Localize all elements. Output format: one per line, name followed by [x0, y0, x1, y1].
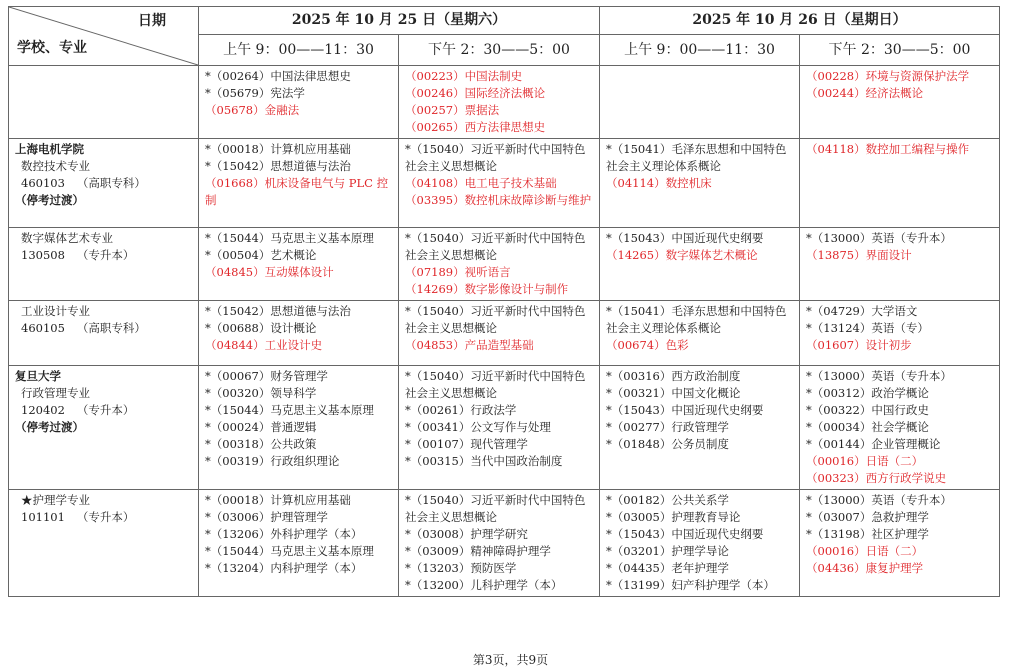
required-course: *（00320）领导科学 — [205, 386, 317, 400]
session-cell — [800, 301, 1000, 366]
school-name: 复旦大学 — [15, 369, 61, 383]
required-course: *（03007）急救护理学 — [806, 510, 929, 524]
required-course: *（00024）普通逻辑 — [205, 420, 317, 434]
elective-course: （01668）机床设备电气与 PLC 控制 — [205, 176, 389, 207]
major-code — [15, 402, 192, 419]
session-cell — [800, 139, 1000, 228]
session-cell — [199, 490, 399, 597]
required-course: *（13000）英语（专升本） — [806, 369, 952, 383]
required-course: *（15040）习近平新时代中国特色社会主义思想概论 — [405, 304, 586, 335]
schedule-row — [9, 139, 1000, 228]
elective-course: （04853）产品造型基础 — [405, 338, 534, 352]
major-code-value: 130508 — [21, 248, 65, 262]
major-name: 行政管理专业 — [21, 386, 90, 400]
required-course: *（00312）政治学概论 — [806, 386, 929, 400]
major-code — [15, 175, 192, 192]
elective-course: （04114）数控机床 — [606, 176, 712, 190]
required-course: *（15040）习近平新时代中国特色社会主义思想概论 — [405, 231, 586, 262]
program-cell — [9, 228, 199, 301]
program-cell — [9, 490, 199, 597]
required-course: *（00067）财务管理学 — [205, 369, 328, 383]
schedule-row — [9, 301, 1000, 366]
exam-schedule-table — [8, 6, 1000, 597]
elective-course: （00016）日语（二） — [806, 454, 924, 468]
required-course: *（00107）现代管理学 — [405, 437, 528, 451]
major-code — [15, 320, 192, 337]
education-level: （高职专科） — [76, 321, 146, 335]
elective-course: （00228）环境与资源保护法学 — [806, 69, 970, 83]
required-course: *（15044）马克思主义基本原理 — [205, 231, 374, 245]
corner-school-label: 学校、专业 — [17, 40, 87, 56]
session-cell — [800, 66, 1000, 139]
required-course: *（15043）中国近现代史纲要 — [606, 527, 764, 541]
session-cell — [399, 66, 600, 139]
required-course: *（00018）计算机应用基础 — [205, 493, 351, 507]
elective-course: （00223）中国法制史 — [405, 69, 523, 83]
required-course: *（15041）毛泽东思想和中国特色社会主义理论体系概论 — [606, 142, 787, 173]
required-course: *（13000）英语（专升本） — [806, 231, 952, 245]
required-course: *（15041）毛泽东思想和中国特色社会主义理论体系概论 — [606, 304, 787, 335]
elective-course: （00323）西方行政学说史 — [806, 471, 947, 485]
major-code — [15, 509, 192, 526]
required-course: *（15043）中国近现代史纲要 — [606, 231, 764, 245]
education-level: （专升本） — [76, 510, 135, 524]
required-course: *（04729）大学语文 — [806, 304, 918, 318]
session-cell — [600, 490, 800, 597]
schedule-body — [9, 66, 1000, 597]
elective-course: （14265）数字媒体艺术概论 — [606, 248, 758, 262]
required-course: *（13200）儿科护理学（本） — [405, 578, 563, 592]
session-cell — [600, 66, 800, 139]
required-course: *（00261）行政法学 — [405, 403, 517, 417]
session-cell — [199, 139, 399, 228]
required-course: *（15044）马克思主义基本原理 — [205, 544, 374, 558]
required-course: *（00034）社会学概论 — [806, 420, 929, 434]
session-cell — [199, 228, 399, 301]
schedule-row — [9, 366, 1000, 490]
schedule-row — [9, 490, 1000, 597]
required-course: *（00321）中国文化概论 — [606, 386, 741, 400]
required-course: *（13203）预防医学 — [405, 561, 517, 575]
transition-note: （停考过渡） — [15, 193, 84, 207]
required-course: *（13206）外科护理学（本） — [205, 527, 363, 541]
education-level: （高职专科） — [76, 176, 146, 190]
elective-course: （04436）康复护理学 — [806, 561, 924, 575]
major-code — [15, 247, 192, 264]
elective-course: （13875）界面设计 — [806, 248, 912, 262]
slot-header-1: 上午 9：00——11：30 — [199, 35, 399, 66]
required-course: *（13204）内科护理学（本） — [205, 561, 363, 575]
session-cell — [199, 301, 399, 366]
required-course: *（15044）马克思主义基本原理 — [205, 403, 374, 417]
elective-course: （00265）西方法律思想史 — [405, 120, 546, 134]
session-cell — [600, 301, 800, 366]
required-course: *（03009）精神障碍护理学 — [405, 544, 551, 558]
required-course: *（00688）设计概论 — [205, 321, 317, 335]
session-cell — [800, 490, 1000, 597]
required-course: *（04435）老年护理学 — [606, 561, 729, 575]
session-cell — [399, 490, 600, 597]
corner-header-cell — [9, 7, 199, 66]
required-course: *（13199）妇产科护理学（本） — [606, 578, 775, 592]
required-course: *（15040）习近平新时代中国特色社会主义思想概论 — [405, 369, 586, 400]
required-course: *（13124）英语（专） — [806, 321, 929, 335]
major-name: ★护理学专业 — [21, 493, 90, 507]
required-course: *（03006）护理管理学 — [205, 510, 328, 524]
required-course: *（15042）思想道德与法治 — [205, 159, 351, 173]
required-course: *（00322）中国行政史 — [806, 403, 929, 417]
school-name: 上海电机学院 — [15, 142, 84, 156]
program-cell — [9, 301, 199, 366]
program-cell — [9, 66, 199, 139]
session-cell — [199, 366, 399, 490]
program-cell — [9, 366, 199, 490]
required-course: *（03005）护理教育导论 — [606, 510, 741, 524]
session-cell — [399, 301, 600, 366]
required-course: *（00315）当代中国政治制度 — [405, 454, 563, 468]
required-course: *（01848）公务员制度 — [606, 437, 729, 451]
required-course: *（05679）宪法学 — [205, 86, 305, 100]
required-course: *（00319）行政组织理论 — [205, 454, 340, 468]
required-course: *（00182）公共关系学 — [606, 493, 729, 507]
slot-header-3: 上午 9：00——11：30 — [600, 35, 800, 66]
elective-course: （04844）工业设计史 — [205, 338, 323, 352]
transition-note: （停考过渡） — [15, 420, 84, 434]
slot-header-4: 下午 2：30——5：00 — [800, 35, 1000, 66]
required-course: *（00264）中国法律思想史 — [205, 69, 351, 83]
elective-course: （14269）数字影像设计与制作 — [405, 282, 569, 296]
major-code-value: 460103 — [21, 176, 65, 190]
session-cell — [399, 139, 600, 228]
required-course: *（15043）中国近现代史纲要 — [606, 403, 764, 417]
elective-course: （03395）数控机床故障诊断与维护 — [405, 193, 592, 207]
corner-date-label: 日期 — [138, 13, 166, 29]
required-course: *（03008）护理学研究 — [405, 527, 528, 541]
required-course: *（15040）习近平新时代中国特色社会主义思想概论 — [405, 142, 586, 173]
elective-course: （04118）数控加工编程与操作 — [806, 142, 970, 156]
major-name: 工业设计专业 — [21, 304, 90, 318]
schedule-row — [9, 228, 1000, 301]
elective-course: （00016）日语（二） — [806, 544, 924, 558]
major-name: 数控技术专业 — [21, 159, 90, 173]
education-level: （专升本） — [76, 248, 135, 262]
elective-course: （01607）设计初步 — [806, 338, 912, 352]
major-name: 数字媒体艺术专业 — [21, 231, 113, 245]
required-course: *（00316）西方政治制度 — [606, 369, 741, 383]
session-cell — [800, 228, 1000, 301]
session-cell — [800, 366, 1000, 490]
required-course: *（13000）英语（专升本） — [806, 493, 952, 507]
elective-course: （00257）票据法 — [405, 103, 500, 117]
education-level: （专升本） — [76, 403, 135, 417]
elective-course: （07189）视听语言 — [405, 265, 511, 279]
required-course: *（13198）社区护理学 — [806, 527, 929, 541]
elective-course: （04845）互动媒体设计 — [205, 265, 334, 279]
page-footer: 第3页，共9页 — [472, 653, 549, 667]
required-course: *（00318）公共政策 — [205, 437, 317, 451]
elective-course: （00246）国际经济法概论 — [405, 86, 546, 100]
session-cell — [399, 228, 600, 301]
session-cell — [600, 366, 800, 490]
program-cell — [9, 139, 199, 228]
required-course: *（00341）公文写作与处理 — [405, 420, 551, 434]
date-header-1: 2025 年 10 月 25 日（星期六） — [199, 7, 600, 35]
required-course: *（00018）计算机应用基础 — [205, 142, 351, 156]
major-code-value: 120402 — [21, 403, 65, 417]
required-course: *（15042）思想道德与法治 — [205, 304, 351, 318]
session-cell — [600, 139, 800, 228]
required-course: *（03201）护理学导论 — [606, 544, 729, 558]
elective-course: （00244）经济法概论 — [806, 86, 924, 100]
major-code-value: 101101 — [21, 510, 65, 524]
required-course: *（00277）行政管理学 — [606, 420, 729, 434]
session-cell — [600, 228, 800, 301]
schedule-row — [9, 66, 1000, 139]
major-code-value: 460105 — [21, 321, 65, 335]
date-header-2: 2025 年 10 月 26 日（星期日） — [600, 7, 1000, 35]
session-cell — [399, 366, 600, 490]
elective-course: （05678）金融法 — [205, 103, 300, 117]
required-course: *（00144）企业管理概论 — [806, 437, 941, 451]
required-course: *（15040）习近平新时代中国特色社会主义思想概论 — [405, 493, 586, 524]
elective-course: （04108）电工电子技术基础 — [405, 176, 557, 190]
required-course: *（00504）艺术概论 — [205, 248, 317, 262]
slot-header-2: 下午 2：30——5：00 — [399, 35, 600, 66]
elective-course: （00674）色彩 — [606, 338, 689, 352]
session-cell — [199, 66, 399, 139]
